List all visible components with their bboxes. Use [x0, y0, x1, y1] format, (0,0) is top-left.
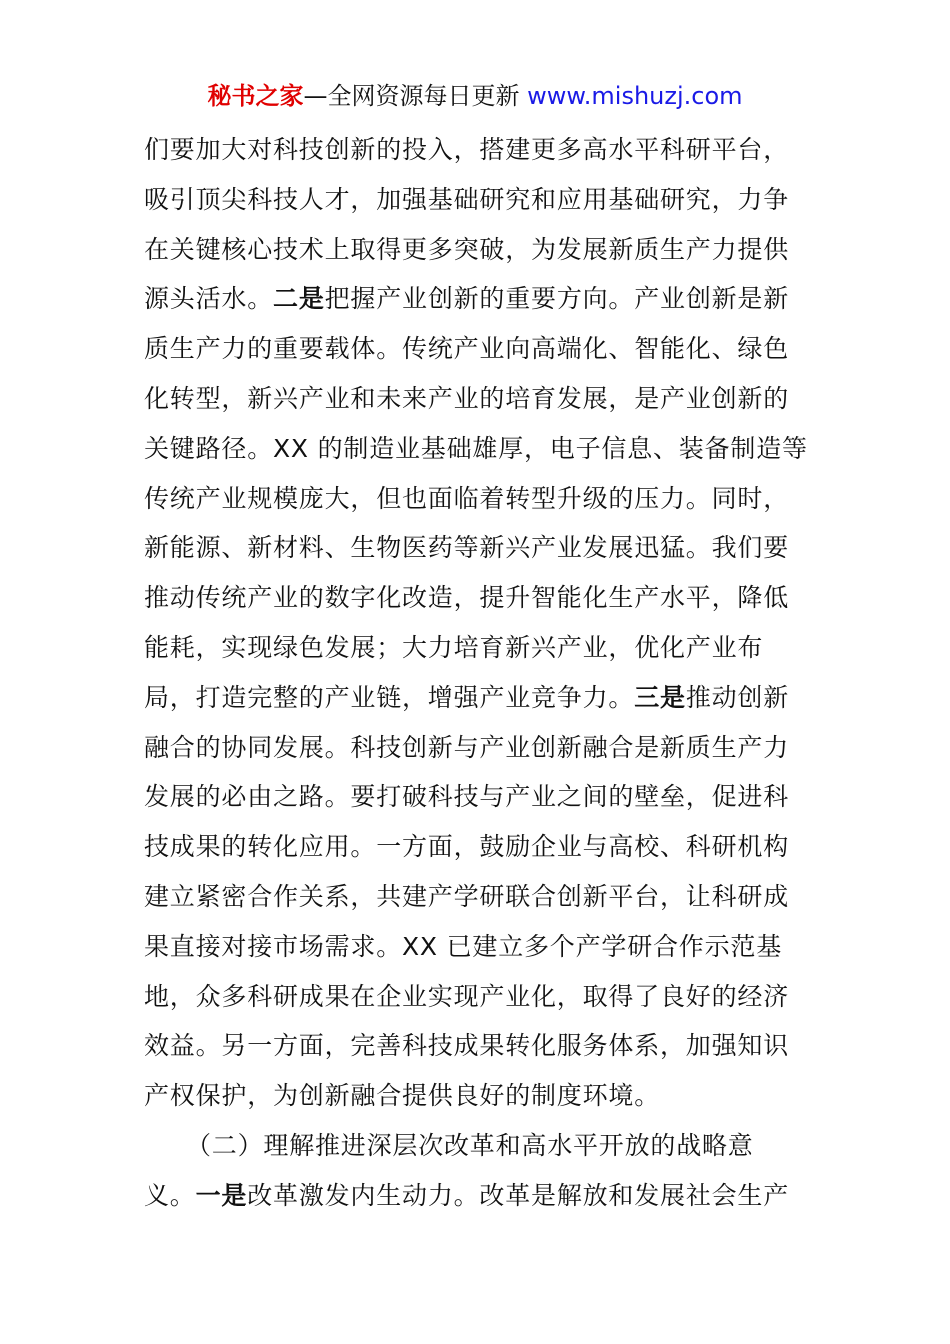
text-line [144, 125, 808, 175]
text-line [144, 324, 808, 374]
text-line [144, 1021, 808, 1071]
text-run: 产权保护，为创新融合提供良好的制度环境。 [144, 1081, 661, 1111]
text-line [144, 374, 808, 424]
text-run: 发展的必由之路。要打破科技与产业之间的壁垒，促进科 [144, 782, 790, 812]
document-body [144, 125, 808, 1221]
text-line [144, 1071, 808, 1121]
text-line [144, 922, 808, 972]
bold-marker: 一是 [195, 1180, 248, 1210]
text-run: 新能源、新材料、生物医药等新兴产业发展迅猛。我们要 [144, 533, 790, 563]
text-run: 改革激发内生动力。改革是解放和发展社会生产 [247, 1180, 790, 1210]
text-run: 推动创新 [685, 682, 790, 712]
text-run: 吸引顶尖科技人才，加强基础研究和应用基础研究，力争 [144, 184, 790, 214]
site-brand: 秘书之家 [207, 82, 304, 110]
bold-marker: 二是 [273, 284, 325, 314]
text-line [144, 723, 808, 773]
text-line [144, 673, 808, 723]
text-line [144, 175, 808, 225]
bold-marker: 三是 [634, 682, 686, 712]
site-url-link[interactable]: www.mishuzj.com [527, 82, 743, 110]
text-line [144, 523, 808, 573]
text-run: 局，打造完整的产业链，增强产业竞争力。 [144, 682, 635, 712]
text-run: 效益。另一方面，完善科技成果转化服务体系，加强知识 [144, 1031, 790, 1061]
text-run: 技成果的转化应用。一方面，鼓励企业与高校、科研机构 [144, 832, 790, 862]
text-run: 关键路径。XX 的制造业基础雄厚，电子信息、装备制造等 [144, 433, 808, 463]
text-run: 质生产力的重要载体。传统产业向高端化、智能化、绿色 [144, 334, 790, 364]
text-run: 化转型，新兴产业和未来产业的培育发展，是产业创新的 [144, 383, 790, 413]
text-run: 义。 [144, 1180, 196, 1210]
text-line [144, 623, 808, 673]
text-line [144, 872, 808, 922]
text-line [144, 424, 808, 474]
text-run: 建立紧密合作关系，共建产学研联合创新平台，让科研成 [144, 881, 790, 911]
text-run: 传统产业规模庞大，但也面临着转型升级的压力。同时， [144, 483, 790, 513]
text-line [144, 972, 808, 1022]
text-line [144, 474, 808, 524]
text-run: 果直接对接市场需求。XX 已建立多个产学研合作示范基 [144, 931, 783, 961]
text-line [144, 772, 808, 822]
text-run: 推动传统产业的数字化改造，提升智能化生产水平，降低 [144, 583, 790, 613]
text-line [144, 573, 808, 623]
text-run: 源头活水。 [144, 284, 274, 314]
site-tagline: —全网资源每日更新 [303, 82, 528, 110]
site-header [0, 80, 950, 112]
text-run: 地，众多科研成果在企业实现产业化，取得了良好的经济 [144, 981, 790, 1011]
section-heading-line [144, 1121, 808, 1171]
text-run: 能耗，实现绿色发展；大力培育新兴产业，优化产业布 [144, 632, 764, 662]
text-run: 把握产业创新的重要方向。产业创新是新 [324, 284, 790, 314]
text-line [144, 225, 808, 275]
text-line [144, 274, 808, 324]
text-run: 在关键核心技术上取得更多突破，为发展新质生产力提供 [144, 234, 790, 264]
text-run: 融合的协同发展。科技创新与产业创新融合是新质生产力 [144, 732, 790, 762]
text-run: （二）理解推进深层次改革和高水平开放的战略意 [186, 1130, 754, 1160]
text-line [144, 822, 808, 872]
text-line [144, 1171, 808, 1221]
text-run: 们要加大对科技创新的投入，搭建更多高水平科研平台， [144, 135, 790, 164]
